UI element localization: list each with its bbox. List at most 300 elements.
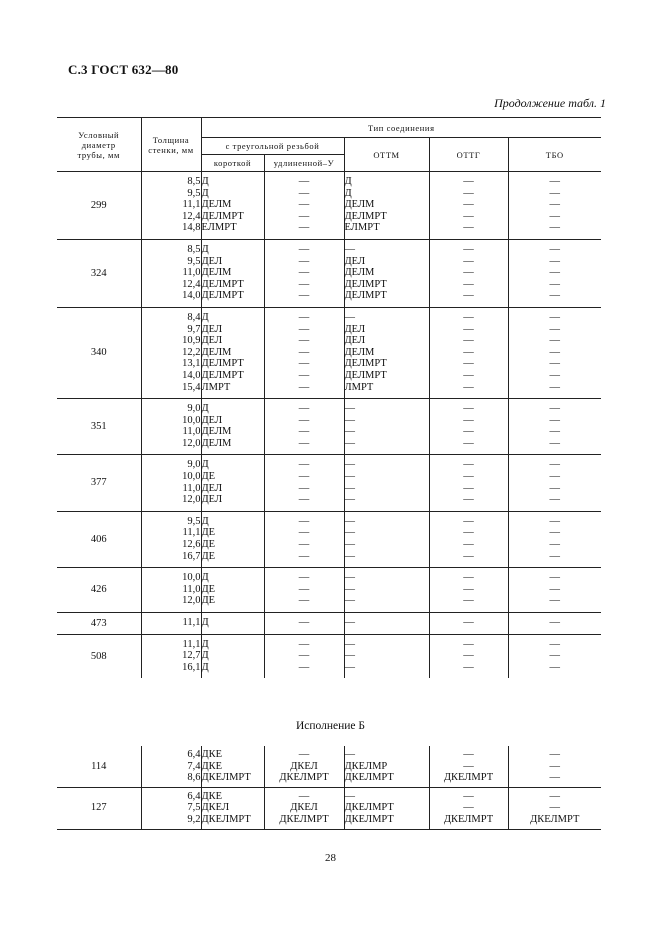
cell-value: — [298,437,310,449]
cell-b [508,787,601,829]
cell-value: ДЕЛ [201,494,223,506]
nominal-diameter: 406 [90,533,107,545]
cell-value: ДЕЛ [201,323,223,335]
cell-value: Д [344,176,352,187]
cell-value: — [463,437,474,449]
cell-value: 12,0 [182,437,201,449]
cell-value: Д [201,638,209,650]
cell-value: — [549,222,561,234]
cell-value: 10,0 [182,471,201,483]
cell-u [264,511,344,567]
cell-value: — [463,187,474,199]
cell-value: Д [201,403,209,415]
cell-m [344,455,429,511]
cell-value: — [463,358,474,370]
cell-value: 8,5 [187,243,201,255]
cell-b [508,746,601,787]
cell-m [344,568,429,613]
cell-k [201,746,264,787]
cell-value: — [549,290,561,302]
cell-u [264,568,344,613]
cell-value: 9,5 [187,515,201,527]
cell-value: — [344,790,355,802]
cell-value: — [463,346,474,358]
table-row [57,172,601,240]
nominal-diameter: 299 [90,199,107,211]
cell-value: Д [201,176,209,187]
cell-value: ДЕЛМРТ [344,369,387,381]
connection-type-header: Тип соединения [201,118,601,138]
cell-u [264,239,344,307]
cell-value: 11,1 [182,527,201,539]
cell-value: 9,2 [187,813,201,825]
pipe-table-a [57,117,601,678]
cell-value: ДЕЛ [344,323,366,335]
cell-value: — [298,335,310,347]
cell-k [201,172,264,240]
cell-value: — [298,311,310,323]
cell-value: — [463,381,474,393]
cell-k [201,787,264,829]
cell-value: ДЕЛМ [201,346,232,358]
cell-value: — [463,749,474,760]
cell-g [429,568,508,613]
cell-value: — [549,187,561,199]
cell-value: — [298,243,310,255]
cell-value: 9,5 [187,187,201,199]
cell-value: — [298,403,310,415]
cell-value: 15,4 [182,381,201,393]
cell-b [508,399,601,455]
cell-value: — [549,255,561,267]
nominal-diameter: 377 [90,477,107,489]
nominal-diameter: 114 [91,760,107,772]
cell-value: — [298,267,310,279]
cell-value: — [344,749,355,760]
pipe-table-b [57,746,601,830]
cell-value: 12,7 [182,650,201,662]
cell-value: ДЕЛ [201,335,223,347]
cell-value: — [463,572,474,584]
cell-value: ДКЕЛМРТ [344,802,394,814]
cell-value: 16,7 [182,550,201,562]
cell-value: — [549,471,561,483]
cell-value: 12,4 [182,278,201,290]
cell-value: ДЕЛМРТ [344,358,387,370]
cell-t [141,613,201,635]
cell-value: — [344,527,355,539]
cell-value: ДЕЛМ [344,267,375,279]
cell-value: — [463,638,474,650]
cell-value: 12,0 [182,494,201,506]
cell-value: — [298,527,310,539]
cell-value: — [463,595,474,607]
cell-value: — [549,369,561,381]
cell-b [508,455,601,511]
cell-value: ДЕЛ [201,255,223,267]
cell-value: ДКЕЛ [201,802,230,814]
cell-value: — [298,414,310,426]
cell-value: — [463,494,474,506]
table-row [57,568,601,613]
cell-value: — [298,381,310,393]
cell-value: — [549,482,561,494]
cell-u [264,307,344,398]
cell-value: — [298,790,310,802]
cell-value: — [463,515,474,527]
cell-value: — [549,539,561,551]
cell-value: — [463,482,474,494]
cell-m [344,239,429,307]
cell-g [429,746,508,787]
cell-value: — [298,550,310,562]
cell-value: — [344,243,355,255]
cell-value: — [463,459,474,471]
cell-value: — [549,650,561,662]
cell-b [508,634,601,678]
cell-value: ДКЕ [201,790,223,802]
cell-value: — [344,471,355,483]
cell-value: Д [201,617,209,628]
cell-value: 14,0 [182,369,201,381]
cell-value: — [549,346,561,358]
cell-value: — [549,176,561,187]
cell-value: 8,5 [187,176,201,187]
cell-value: — [549,749,560,760]
cell-value: 11,1 [182,638,201,650]
cell-value: — [344,414,355,426]
cell-value: Д [344,187,352,199]
cell-value: — [549,199,561,211]
cell-value: — [549,527,561,539]
cell-value: — [463,255,474,267]
cell-t [141,399,201,455]
cell-value: — [298,222,310,234]
cell-value: — [549,414,561,426]
cell-value: 12,4 [182,210,201,222]
page-number: 28 [325,852,336,864]
cell-value: — [549,323,561,335]
cell-u [264,613,344,635]
cell-value: — [298,278,310,290]
cell-value: 11,1 [182,199,201,211]
cell-value: Д [201,515,209,527]
cell-value: — [298,539,310,551]
long-thread-header: удлиненной–У [264,155,344,172]
cell-value: — [463,335,474,347]
cell-value: — [463,267,474,279]
cell-value: ЛМРТ [201,381,231,393]
cell-value: — [549,802,560,814]
cell-value: 14,8 [182,222,201,234]
cell-value: — [463,539,474,551]
cell-t [141,787,201,829]
cell-m [344,399,429,455]
cell-value: 7,4 [187,760,201,772]
cell-value: ДЕЛМ [344,346,375,358]
cell-value: ДЕ [201,527,216,539]
cell-value: — [344,437,355,449]
cell-value: ДЕЛМРТ [344,210,387,222]
table-row [57,307,601,398]
cell-value: ДКЕЛМРТ [279,772,329,784]
cell-value: — [298,459,310,471]
cell-value: — [298,482,310,494]
cell-value: — [298,638,310,650]
cell-value: — [298,210,310,222]
cell-value: — [463,243,474,255]
cell-value: — [463,222,474,234]
cell-value: 8,4 [187,311,201,323]
cell-value: — [298,650,310,662]
cell-g [429,399,508,455]
cell-value: ДЕЛМ [201,426,232,438]
cell-value: — [463,369,474,381]
cell-b [508,239,601,307]
cell-value: — [549,550,561,562]
cell-value: Д [201,661,209,673]
cell-k [201,634,264,678]
cell-value: 9,0 [187,459,201,471]
cell-value: 12,6 [182,539,201,551]
cell-value: 16,1 [182,661,201,673]
cell-value: ДКЕЛ [290,802,318,814]
cell-value: ДКЕ [201,760,223,772]
cell-value: — [344,550,355,562]
table-row [57,613,601,635]
cell-value: ДЕЛ [344,255,366,267]
cell-value: 6,4 [187,790,201,802]
cell-value: 12,2 [182,346,201,358]
cell-value: — [344,426,355,438]
ottg-column-header: ОТТГ [429,138,508,172]
cell-value: ДКЕЛМРТ [443,813,494,825]
cell-value: — [549,583,561,595]
table-row [57,787,601,829]
cell-k [201,511,264,567]
cell-value: — [549,459,561,471]
cell-value: — [549,494,561,506]
cell-value: ЛМРТ [344,381,374,393]
cell-value: — [549,426,561,438]
cell-value: — [463,802,474,814]
cell-value: — [549,278,561,290]
cell-value: — [549,572,561,584]
cell-value: — [298,572,310,584]
nominal-diameter: 508 [90,650,107,662]
cell-value: — [463,414,474,426]
nominal-diameter: 324 [90,267,107,279]
cell-value: — [463,278,474,290]
cell-value: — [344,638,355,650]
cell-value: — [463,290,474,302]
cell-value: — [298,595,310,607]
cell-value: — [463,527,474,539]
cell-value: ДКЕЛМРТ [279,813,329,825]
cell-m [344,634,429,678]
cell-m [344,307,429,398]
cell-value: — [298,749,310,760]
nominal-diameter: 340 [90,347,107,359]
cell-value: Д [201,650,209,662]
cell-value: — [344,661,355,673]
cell-value: — [549,381,561,393]
cell-value: — [344,494,355,506]
cell-value: — [549,403,561,415]
cell-g [429,455,508,511]
cell-value: 8,6 [187,772,201,784]
cell-value: — [344,311,355,323]
nominal-diameter: 473 [90,617,107,629]
cell-value: — [298,369,310,381]
cell-value: — [549,358,561,370]
cell-value: — [463,210,474,222]
cell-value: — [298,176,310,187]
cell-value: — [298,187,310,199]
cell-value: ДЕЛМ [201,267,232,279]
cell-t [141,307,201,398]
cell-value: 9,7 [187,323,201,335]
cell-value: — [463,426,474,438]
cell-m [344,511,429,567]
tbo-column-header: ТБО [508,138,601,172]
table-row [57,239,601,307]
cell-value: — [463,617,474,628]
cell-value: Д [201,243,209,255]
cell-value: ЕЛМРТ [201,222,237,234]
cell-m [344,787,429,829]
cell-value: ДЕ [201,550,216,562]
cell-value: ДЕЛМРТ [344,278,387,290]
cell-value: — [344,403,355,415]
cell-k [201,455,264,511]
cell-value: 11,0 [182,583,201,595]
cell-value: — [549,437,561,449]
cell-value: — [463,323,474,335]
cell-value: ДЕЛ [344,335,366,347]
cell-value: — [344,482,355,494]
cell-t [141,746,201,787]
cell-m [344,172,429,240]
cell-k [201,239,264,307]
cell-value: ДКЕЛМРТ [443,772,494,784]
cell-value: — [463,583,474,595]
cell-value: 11,0 [182,482,201,494]
cell-g [429,511,508,567]
cell-value: — [463,790,474,802]
cell-value: ЕЛМРТ [344,222,380,234]
cell-t [141,511,201,567]
cell-value: — [463,760,474,772]
cell-value: — [463,471,474,483]
cell-value: — [549,760,560,772]
cell-value: — [344,515,355,527]
diameter-column-header: Условный диаметр трубы, мм [57,118,141,172]
cell-t [141,239,201,307]
document-reference: С.3 ГОСТ 632—80 [68,62,179,77]
cell-value: — [298,515,310,527]
cell-u [264,787,344,829]
thickness-column-header: Толщина стенки, мм [141,118,201,172]
cell-value: ДЕЛМРТ [201,210,244,222]
cell-b [508,568,601,613]
cell-value: — [344,572,355,584]
cell-value: ДЕ [201,595,216,607]
cell-value: — [549,311,561,323]
cell-value: ДЕЛМРТ [201,278,244,290]
cell-value: ДЕ [201,471,216,483]
cell-value: — [298,617,310,628]
cell-u [264,172,344,240]
cell-value: — [463,550,474,562]
cell-g [429,239,508,307]
cell-value: ДЕЛМ [344,199,375,211]
ottm-column-header: ОТТМ [344,138,429,172]
cell-value: ДКЕЛ [290,760,318,772]
cell-value: — [549,638,561,650]
table-row [57,746,601,787]
cell-value: ДЕЛМ [201,437,232,449]
cell-value: 11,0 [182,426,201,438]
cell-value: ДКЕЛМРТ [344,813,394,825]
nominal-diameter: 426 [90,584,107,596]
cell-value: — [549,210,561,222]
table-row [57,634,601,678]
cell-value: — [344,539,355,551]
cell-value: — [549,772,560,784]
cell-value: — [298,494,310,506]
cell-value: — [344,459,355,471]
cell-u [264,455,344,511]
cell-value: — [298,583,310,595]
cell-value: — [344,595,355,607]
cell-value: ДЕЛ [201,414,223,426]
cell-value: ДЕЛМРТ [201,290,244,302]
cell-value: 12,0 [182,595,201,607]
cell-value: — [463,403,474,415]
cell-value: ДКЕЛМРТ [201,772,251,784]
cell-value: 9,5 [187,255,201,267]
cell-value: 9,0 [187,403,201,415]
cell-value: Д [201,311,209,323]
cell-value: — [298,323,310,335]
cell-b [508,172,601,240]
cell-b [508,511,601,567]
cell-k [201,613,264,635]
table-row [57,511,601,567]
cell-u [264,399,344,455]
cell-value: — [549,335,561,347]
cell-b [508,307,601,398]
cell-m [344,613,429,635]
cell-value: ДЕЛ [201,482,223,494]
table-continuation-note: Продолжение табл. 1 [494,96,606,110]
cell-value: — [549,243,561,255]
cell-k [201,307,264,398]
cell-value: ДКЕЛМРТ [201,813,251,825]
cell-g [429,613,508,635]
cell-value: ДКЕЛМРТ [344,772,394,784]
cell-g [429,787,508,829]
cell-value: 14,0 [182,290,201,302]
cell-value: — [298,471,310,483]
cell-value: 7,5 [187,802,201,814]
cell-m [344,746,429,787]
cell-value: — [463,176,474,187]
cell-value: — [549,595,561,607]
cell-b [508,613,601,635]
short-thread-header: короткой [201,155,264,172]
